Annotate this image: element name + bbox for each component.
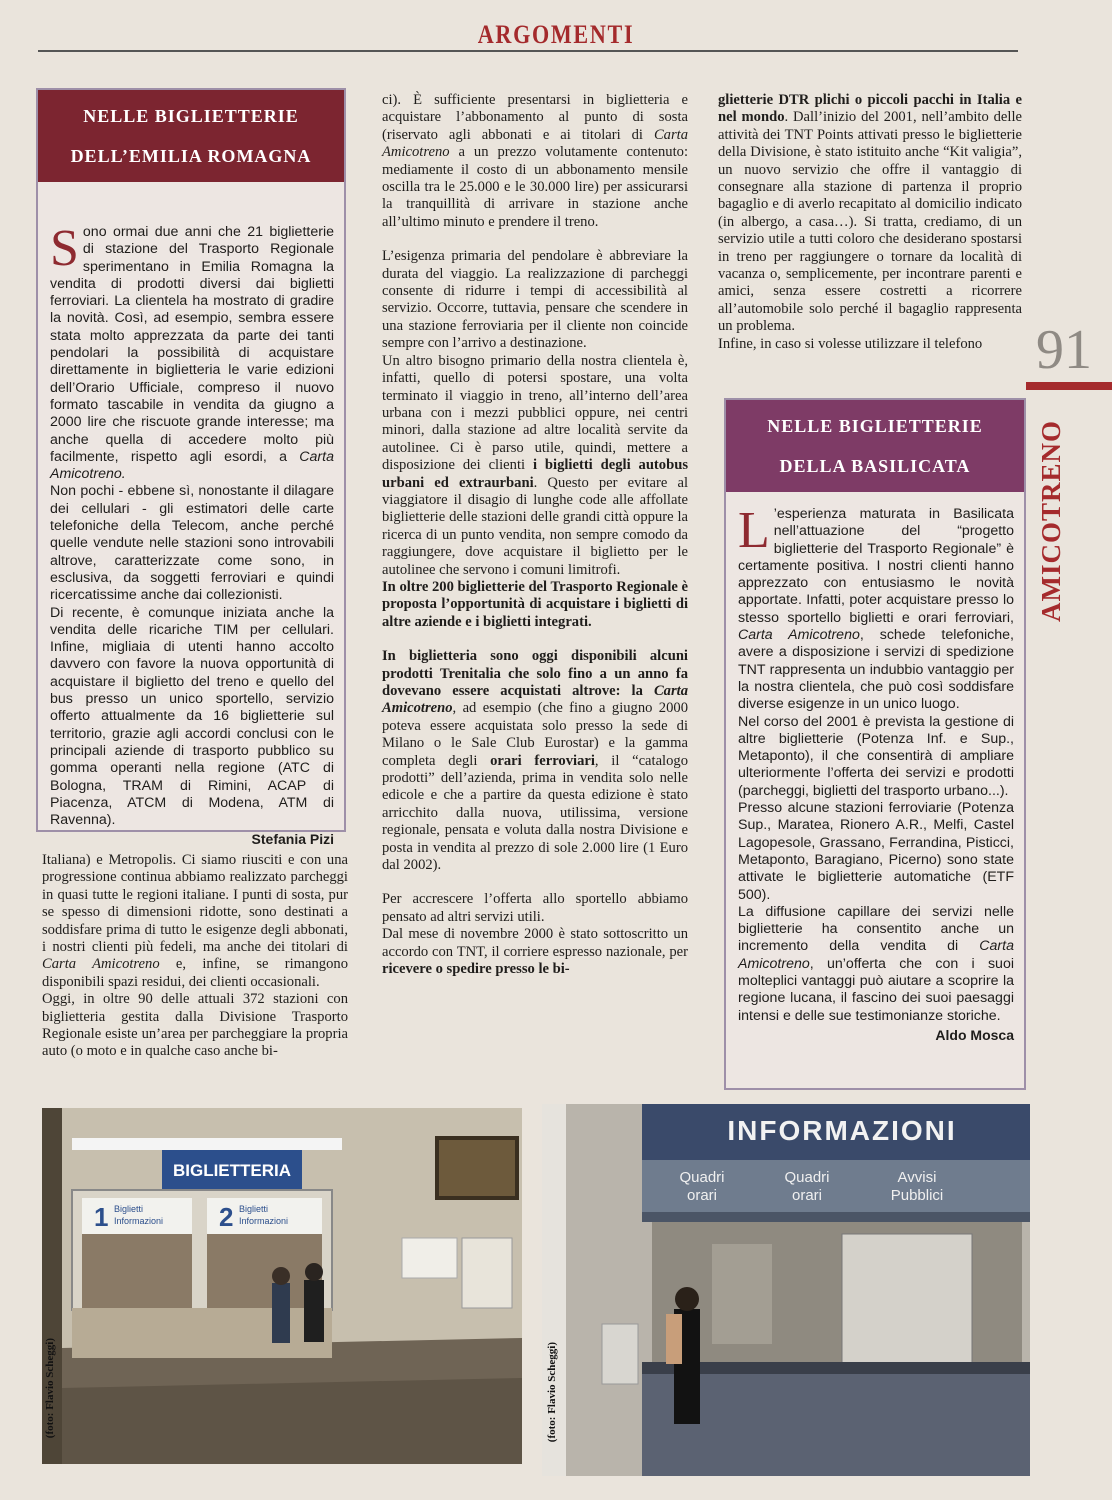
box-emilia-signature: Stefania Pizi <box>251 831 334 848</box>
photo-right-panel2-line2: orari <box>791 1187 823 1204</box>
page-header <box>0 0 1112 60</box>
box-basilicata-paragraph-2: Nel corso del 2001 è prevista la gestione di altre biglietterie (Potenza Inf. e Sup., Metaponto), il che consentirà di ampliare ulteriormente l’offerta dei servizi e prodotti (parcheggi, biglietti del trasporto urbano...). <box>738 713 1014 799</box>
box-basilicata-paragraph-1: L ’esperienza maturata in Basilicata nell’attuazione del “progetto biglietterie del Trasporto Regionale” è certamente positiva. I nostri clienti hanno apprezzato con entusiasmo le novità apportate. Infatti, poter acquistare presso lo stesso sportello biglietti e orari ferroviari, Carta Amicotreno, schede telefoniche, avere a disposizione i servizi di spedizione TNT rappresenta un indubbio vantaggio per la nostra clientela, che può così soddisfare diverse esigenze in un unico luogo. <box>738 502 1014 713</box>
box-emilia-title-line1: NELLE BIGLIETTERIE <box>83 106 299 126</box>
photo-right-panel3-line1: Avvisi <box>897 1169 937 1186</box>
box-basilicata-paragraph-3: Presso alcune stazioni ferroviarie (Potenza Sup., Maratea, Rionero A.R., Melfi, Castel Lagopesole, Grassano, Ferrandina, Pisticci, Metaponto, Baragiano, Picerno) sono state attivate le biglietterie automatiche (ETF 500). <box>738 800 1014 903</box>
box-emilia-body <box>38 182 344 855</box>
photo-right-panel2-line1: Quadri <box>784 1169 830 1186</box>
box-basilicata-title-line1: NELLE BIGLIETTERIE <box>767 416 983 436</box>
sidebar-box-basilicata <box>724 398 1026 1090</box>
col2-paragraph-7: Dal mese di novembre 2000 è stato sottoscritto un accordo con TNT, il corriere espresso nazionale, per ricevere o spedire presso le bi- <box>382 926 688 978</box>
box-basilicata-body <box>726 492 1024 1050</box>
section-title: ARGOMENTI <box>477 20 635 49</box>
photo-right-credit: (foto: Flavio Scheggi) <box>546 1342 558 1443</box>
box-basilicata-title <box>726 400 1024 492</box>
photo-left-window2-line2: Informazioni <box>239 1216 289 1226</box>
col3-paragraph-2: Infine, in caso si volesse utilizzare il telefono <box>718 335 983 352</box>
col2-paragraph-5: In biglietteria sono oggi disponibili alcuni prodotti Trenitalia che solo fino a un anno fa dovevano essere acquistati altrove: la Carta Amicotreno, ad esempio (che fino a giugno 2000 poteva essere acquistata solo presso la sede di Milano o le Sale Club Eurostar) e la gamma completa degli orari ferroviari, il “catalogo prodotti” dell’azienda, prima in vendita solo nelle edicole e che a partire da questa edizione è stato arricchito dalla nuova, utilissima, versione regionale, pensata e voluta dalla nostra Divisione e posta in vendita al prezzo di sole 2.000 lire (1 Euro dal 2002). <box>382 648 689 874</box>
column-1-bottom <box>42 852 348 1061</box>
sidebar-box-emilia <box>36 88 346 848</box>
box-emilia-paragraph-1: ono ormai due anni che 21 biglietterie di stazione del Trasporto Regionale sperimentano in Emilia Romagna la vendita di prodotti diversi dai biglietti ferroviari. La clientela ha mostrato di gradire la novità. Così, ad esempio, sembra essere stata molto apprezzata da parte dei tanti pendolari la possibilità di acquistare direttamente in biglietteria le varie edizioni dell’Orario Ufficiale, compreso il nuovo formato tascabile in vendita da giugno a 2000 lire che riscuote grande interesse; ma anche quella di accedere molto più facilmente, rispetto agli esordi, a <box>50 224 334 465</box>
photo-right-sign: INFORMAZIONI <box>727 1115 957 1146</box>
box-basilicata-dropcap: L <box>738 502 770 559</box>
column-3 <box>718 92 1022 353</box>
box-emilia-title <box>38 90 344 182</box>
col2-paragraph-2: L’esigenza primaria del pendolare è abbreviare la durata del viaggio. La realizzazione di parcheggi consente di ridurre i tempi di accessibilità al servizio. Occorre, tuttavia, pensare che scendere in una stazione ferroviaria per il cliente non coincide sempre con l’arrivo a destinazione. <box>382 248 688 352</box>
side-accent-bar <box>1026 382 1112 390</box>
box-emilia-italic-1: Carta Amicotreno. <box>50 448 334 483</box>
photo-left-window1-number: 1 <box>94 1202 109 1232</box>
photo-ticket-office <box>42 1108 522 1464</box>
photo-ticket-office-illustration <box>42 1108 522 1464</box>
photo-right-panel1-line1: Quadri <box>679 1169 725 1186</box>
photo-left-window1-line1: Biglietti <box>114 1204 144 1214</box>
box-emilia-dropcap: S <box>50 220 79 277</box>
col2-paragraph-4: In oltre 200 biglietterie del Trasporto Regionale è proposta l’opportunità di acquistare i biglietti di altre aziende e i biglietti integrati. <box>382 578 689 630</box>
col2-paragraph-1: ci). È sufficiente presentarsi in biglietteria e acquistare l’abbonamento al punto di sosta (riservato agli abbonati e ai titolari di Carta Amicotreno a un prezzo volutamente contenuto: mediamente il costo di un abbonamento mensile oscilla tra le 25.000 e le 30.000 lire) per assicurarsi la tranquillità di arrivare in stazione anche all’ultimo minuto e prendere il treno. <box>382 92 688 230</box>
photo-left-sign: BIGLIETTERIA <box>172 1161 292 1180</box>
col3-paragraph-1: glietterie DTR plichi o piccoli pacchi in Italia e nel mondo. Dall’inizio del 2001, nell’ambito delle attività dei TNT Points attivati presso le biglietterie della Divisione, è stato istituito anche “Kit valigia”, un nuovo servizio che offre il vantaggio di consegnare alla stazione di partenza il proprio bagaglio e di averlo recapitato al domicilio indicato (in albergo, a casa…). Si tratta, crediamo, di un servizio utile a tutti coloro che desiderano spostarsi in treno per raggiungere o tornare da località di vacanza o, semplicemente, per incontrare parenti e amici, senza essere costretti a ricorrere all’automobile solo perché il bagaglio rappresenta un problema. <box>718 92 1022 335</box>
box-basilicata-title-line2: DELLA BASILICATA <box>779 456 971 476</box>
photo-left-window1-line2: Informazioni <box>114 1216 164 1226</box>
header-rule <box>38 50 1018 52</box>
side-section-label-text: AMICOTRENO <box>1036 420 1066 623</box>
box-basilicata-paragraph-4: La diffusione capillare dei servizi nelle biglietterie ha consentito anche un incremento della vendita di Carta Amicotreno, un’offerta che con i suoi molteplici vantaggi può aiutare a scoprire la regione lucana, il fascino dei suoi paesaggi intensi e delle sue testimonianze storiche. <box>738 903 1014 1024</box>
photo-left-window2-line1: Biglietti <box>239 1204 269 1214</box>
box-emilia-title-line2: DELL’EMILIA ROMAGNA <box>70 146 312 166</box>
page-number: 91 <box>1036 319 1092 381</box>
box-basilicata-signature: Aldo Mosca <box>935 1026 1014 1043</box>
col2-paragraph-3: Un altro bisogno primario della nostra clientela è, infatti, quello di potersi spostare, una volta terminato il viaggio in treno, all’interno dell’area urbana con i mezzi pubblici oppure, nei centri minori, dalla stazione ad altre località servite da autolinee. Ci è parso utile, quindi, mettere a disposizione dei clienti i biglietti degli autobus urbani ed extraurbani. Questo per evitare al viaggiatore il disagio di lunghe code alle affollate biglietterie delle stazioni delle grandi città oppure la ricerca di un punto vendita, non sempre comodo da raggiungere, dove acquistare il biglietto per le autolinee che servono i comuni limitrofi. <box>382 352 689 578</box>
photo-right-panel1-line2: orari <box>686 1187 718 1204</box>
photo-information-illustration <box>542 1104 1030 1476</box>
col1-paragraph-2: Oggi, in oltre 90 delle attuali 372 stazioni con biglietteria gestita dalla Divisione Trasporto Regionale esiste un’area per parcheggiare la propria auto (o moto e in qualche caso anche bi- <box>42 991 348 1060</box>
box-emilia-paragraph-2: Non pochi - ebbene sì, nonostante il dilagare dei cellulari - gli estimatori delle carte telefoniche della Telecom, anche perché quelle vendute nelle stazioni sono introvabili altrove, caratterizzate come sono, in esclusiva, da soggetti ferroviari e quindi ricercatissime anche dai collezionisti. <box>50 483 334 604</box>
col1-paragraph-1: Italiana) e Metropolis. Ci siamo riusciti e con una progressione continua abbiamo realizzato parcheggi in quasi tutte le regioni italiane. I punti di sosta, pur se spesso di dimensioni ridotte, sono destinati a soddisfare prima di tutto le esigenze degli abbonati, i nostri clienti più fedeli, ma anche dei titolari di Carta Amicotreno e, infine, se rimangono disponibili spazi residui, dei clienti occasionali. <box>42 852 348 990</box>
photo-right-panel3-line2: Pubblici <box>890 1187 944 1204</box>
photo-information-desk <box>542 1104 1030 1476</box>
column-2 <box>382 92 688 979</box>
col2-paragraph-6: Per accrescere l’offerta allo sportello abbiamo pensato ad altri servizi utili. <box>382 891 688 925</box>
photo-left-credit: (foto: Flavio Scheggi) <box>44 1338 56 1439</box>
photo-left-window2-number: 2 <box>219 1202 234 1232</box>
side-section-label <box>1036 420 1078 623</box>
box-emilia-paragraph-3: Di recente, è comunque iniziata anche la vendita delle ricariche TIM per cellulari. Infine, migliaia di utenti hanno accolto davvero con favore la nuova opportunità di acquistare il biglietto del treno e quello del bus presso un unico sportello, servizio offerto attualmente da 16 biglietterie sul territorio, grazie agli accordi conclusi con le principali aziende di trasporto pubblico su gomma operanti nella regione (ATC di Bologna, TRAM di Rimini, ACAP di Piacenza, ATCM di Modena, ATM di Ravenna). <box>50 604 334 829</box>
